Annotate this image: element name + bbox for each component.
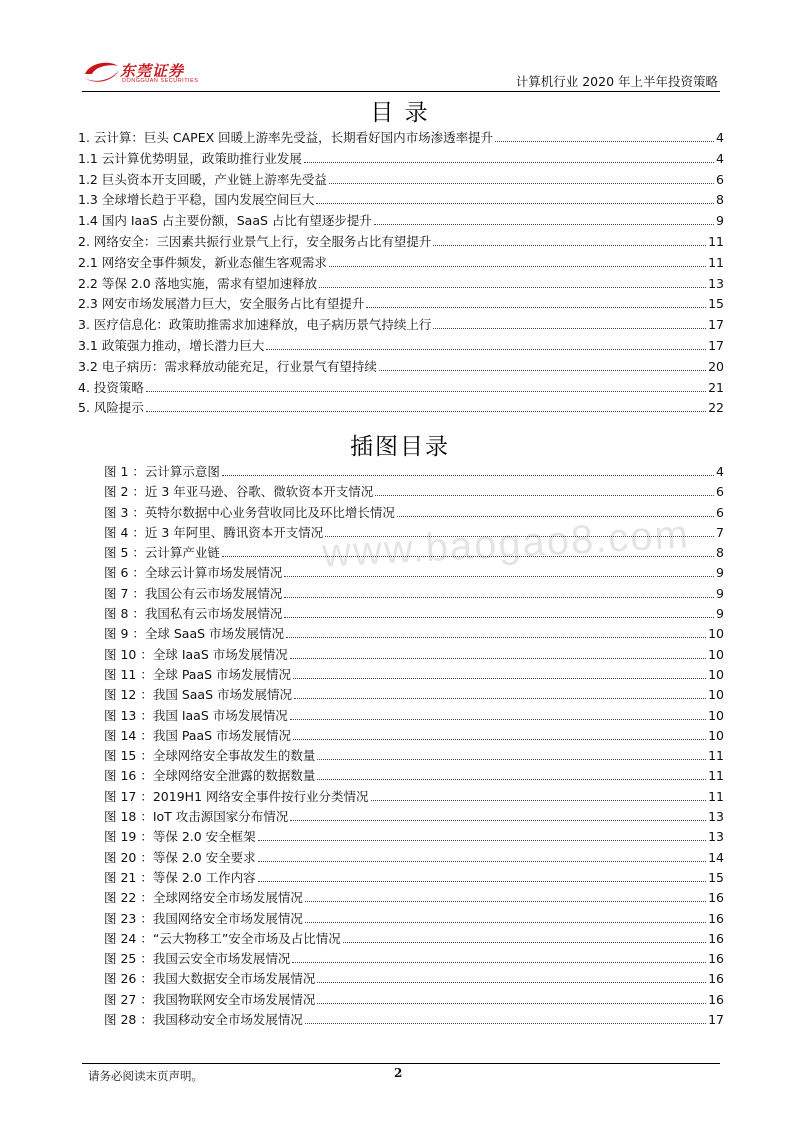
dot-leader [258, 861, 706, 862]
report-title: 计算机行业 2020 年上半年投资策略 [515, 74, 718, 89]
dot-leader [319, 287, 706, 288]
figure-entry-label: 图 19 ：等保 2.0 安全框架 [104, 829, 256, 845]
toc-entry-page: 4 [716, 150, 724, 166]
toc-entry-page: 21 [708, 379, 724, 395]
figure-entry-page: 16 [708, 971, 724, 987]
figure-entry-page: 10 [708, 626, 724, 642]
figure-entry-page: 11 [708, 748, 724, 764]
toc-entry-page: 17 [708, 337, 724, 353]
dot-leader [343, 942, 706, 943]
figure-entry-label: 图 2 ：近 3 年亚马逊、谷歌、微软资本开支情况 [104, 484, 374, 500]
dot-leader [305, 901, 706, 902]
toc-entry-label: 1.2 巨头资本开支回暖，产业链上游率先受益 [78, 171, 327, 187]
toc-entry-page: 11 [708, 254, 724, 270]
toc-entry[interactable] [78, 357, 724, 378]
figure-entry-page: 10 [708, 707, 724, 723]
logo-en: DONGGUAN SECURITIES [122, 78, 199, 84]
dot-leader [316, 203, 714, 204]
toc-list [78, 128, 724, 419]
toc-entry[interactable] [78, 336, 724, 357]
toc-entry-label: 5. 风险提示 [78, 400, 144, 416]
logo-name: 东莞证券 [120, 62, 185, 80]
dot-leader [317, 982, 706, 983]
dot-leader [293, 739, 706, 740]
dot-leader [495, 141, 714, 142]
figure-entry[interactable] [78, 482, 724, 502]
dot-leader [371, 800, 707, 801]
figure-entry[interactable] [78, 787, 724, 807]
figure-entry[interactable] [78, 604, 724, 624]
figure-entry-label: 图 1 ：云计算示意图 [104, 464, 220, 479]
figure-entry[interactable] [78, 766, 724, 786]
figure-entry[interactable] [78, 969, 724, 989]
dot-leader [374, 224, 714, 225]
toc-entry-page: 4 [716, 130, 724, 145]
figure-entry[interactable] [78, 706, 724, 726]
toc-entry[interactable] [78, 190, 724, 211]
figure-entry-page: 14 [708, 849, 724, 865]
toc-entry[interactable] [78, 378, 724, 399]
figure-entry-page: 10 [708, 666, 724, 682]
figure-entry-page: 6 [716, 504, 724, 520]
figure-entry-page: 9 [716, 585, 724, 601]
toc-entry[interactable] [78, 211, 724, 232]
toc-entry[interactable] [78, 170, 724, 191]
figure-entry-label: 图 10 ：全球 IaaS 市场发展情况 [104, 646, 288, 662]
figure-entry[interactable] [78, 949, 724, 969]
toc-entry-page: 6 [716, 171, 724, 187]
toc-entry-label: 1.4 国内 IaaS 占主要份额，SaaS 占比有望逐步提升 [78, 213, 372, 229]
figure-entry-page: 10 [708, 727, 724, 743]
figure-entry[interactable] [78, 462, 724, 482]
figure-entry[interactable] [78, 645, 724, 665]
dot-leader [266, 349, 706, 350]
toc-entry-label: 1. 云计算：巨头 CAPEX 回暖上游率先受益，长期看好国内市场渗透率提升 [78, 130, 494, 145]
toc-entry-page: 20 [708, 358, 724, 374]
figure-entry-label: 图 6 ：全球云计算市场发展情况 [104, 565, 283, 581]
footer-divider [82, 1063, 720, 1064]
toc-entry-label: 3.2 电子病历：需求释放动能充足，行业景气有望持续 [78, 358, 377, 374]
dot-leader [146, 411, 706, 412]
dot-leader [304, 162, 714, 163]
toc-entry[interactable] [78, 253, 724, 274]
figure-entry-label: 图 20 ：等保 2.0 安全要求 [104, 849, 256, 865]
toc-entry-label: 2. 网络安全：三因素共振行业景气上行，安全服务占比有望提升 [78, 233, 432, 249]
toc-entry[interactable] [78, 274, 724, 295]
figure-entry-label: 图 26 ：我国大数据安全市场发展情况 [104, 971, 316, 987]
figure-entry[interactable] [78, 909, 724, 929]
figure-entry-page: 11 [708, 768, 724, 784]
figure-entry-page: 16 [708, 991, 724, 1007]
page-number: 2 [394, 1066, 403, 1080]
figure-entry-page: 16 [708, 930, 724, 946]
figure-entry-label: 图 22 ：全球网络安全市场发展情况 [104, 890, 303, 906]
figure-entry-label: 图 7 ：我国公有云市场发展情况 [104, 585, 283, 601]
toc-entry[interactable] [78, 315, 724, 336]
figure-entry[interactable] [78, 868, 724, 888]
toc-entry-page: 22 [708, 400, 724, 416]
figure-entry-page: 10 [708, 646, 724, 662]
toc-entry-label: 2.1 网络安全事件频发，新业态催生客观需求 [78, 254, 327, 270]
dot-leader [290, 820, 706, 821]
dot-leader [375, 495, 714, 496]
figure-entry-label: 图 3 ：英特尔数据中心业务营收同比及环比增长情况 [104, 504, 395, 520]
dot-leader [294, 698, 706, 699]
toc-entry-label: 1.1 云计算优势明显，政策助推行业发展 [78, 150, 302, 166]
figure-entry-page: 15 [708, 869, 724, 885]
dot-leader [379, 370, 706, 371]
figure-entry-label: 图 5 ：云计算产业链 [104, 545, 220, 561]
figure-entry[interactable] [78, 624, 724, 644]
dot-leader [292, 962, 706, 963]
figure-entry-label: 图 23 ：我国网络安全市场发展情况 [104, 910, 303, 926]
figure-entry-page: 4 [716, 464, 724, 479]
figure-entry-label: 图 24 ：“云大物移工”安全市场及占比情况 [104, 930, 341, 946]
dot-leader [366, 307, 706, 308]
dot-leader [329, 266, 706, 267]
dot-leader [284, 597, 714, 598]
figure-entry[interactable] [78, 746, 724, 766]
figure-entry-page: 9 [716, 565, 724, 581]
figure-entry-label: 图 4 ：近 3 年阿里、腾讯资本开支情况 [104, 524, 324, 540]
figure-entry-label: 图 8 ：我国私有云市场发展情况 [104, 606, 283, 622]
figure-entry[interactable] [78, 726, 724, 746]
footer-disclaimer: 请务必阅读末页声明。 [88, 1069, 203, 1083]
figure-entry-label: 图 13 ：我国 IaaS 市场发展情况 [104, 707, 288, 723]
figure-entry-page: 6 [716, 484, 724, 500]
dot-leader [433, 328, 706, 329]
dot-leader [222, 475, 714, 476]
toc-entry-page: 13 [708, 275, 724, 291]
figure-entry[interactable] [78, 990, 724, 1010]
dot-leader [258, 881, 706, 882]
figure-entry-page: 16 [708, 951, 724, 967]
toc-entry[interactable] [78, 149, 724, 170]
dot-leader [317, 1003, 706, 1004]
figure-entry[interactable] [78, 1010, 724, 1030]
figure-entry-label: 图 12 ：我国 SaaS 市场发展情况 [104, 687, 292, 703]
figure-entry-label: 图 11 ：全球 PaaS 市场发展情况 [104, 666, 292, 682]
dot-leader [317, 759, 706, 760]
toc-entry[interactable] [78, 232, 724, 253]
figure-entry-label: 图 17 ：2019H1 网络安全事件按行业分类情况 [104, 788, 369, 804]
toc-entry-label: 3. 医疗信息化：政策助推需求加速释放，电子病历景气持续上行 [78, 317, 432, 333]
figure-entry-label: 图 28 ：我国移动安全市场发展情况 [104, 1012, 303, 1028]
toc-entry-page: 15 [708, 296, 724, 312]
toc-entry-label: 4. 投资策略 [78, 379, 144, 395]
toc-entry-page: 17 [708, 317, 724, 333]
figure-entry-page: 13 [708, 829, 724, 845]
watermark: www.baogao8.com [321, 512, 691, 576]
figure-entry-label: 图 15 ：全球网络安全事故发生的数量 [104, 748, 316, 764]
figure-entry[interactable] [78, 685, 724, 705]
toc-entry[interactable] [78, 294, 724, 315]
figure-entry-page: 8 [716, 545, 724, 561]
dot-leader [146, 391, 706, 392]
toc-entry[interactable] [78, 128, 724, 149]
dot-leader [286, 637, 706, 638]
toc-entry-label: 1.3 全球增长趋于平稳，国内发展空间巨大 [78, 192, 315, 208]
figure-entry[interactable] [78, 848, 724, 868]
figure-entry-label: 图 27 ：我国物联网安全市场发展情况 [104, 991, 316, 1007]
toc-entry-label: 3.1 政策强力推动，增长潜力巨大 [78, 337, 265, 353]
figure-entry-label: 图 14 ：我国 PaaS 市场发展情况 [104, 727, 292, 743]
dot-leader [284, 576, 714, 577]
figure-entry-label: 图 9 ：全球 SaaS 市场发展情况 [104, 626, 285, 642]
figure-entry-page: 13 [708, 809, 724, 825]
company-logo [82, 58, 212, 88]
figure-entry-page: 11 [708, 788, 724, 804]
toc-entry-label: 2.2 等保 2.0 落地实施，需求有望加速释放 [78, 275, 318, 291]
dot-leader [290, 658, 706, 659]
figure-entry-page: 7 [716, 524, 724, 540]
figure-entry[interactable] [78, 929, 724, 949]
dot-leader [305, 922, 706, 923]
toc-entry-page: 11 [708, 233, 724, 249]
toc-entry-label: 2.3 网安市场发展潜力巨大，安全服务占比有望提升 [78, 296, 365, 312]
dot-leader [290, 719, 706, 720]
figure-entry-page: 10 [708, 687, 724, 703]
figure-entry-page: 9 [716, 606, 724, 622]
dot-leader [433, 245, 706, 246]
toc-entry[interactable] [78, 398, 724, 419]
figure-entry[interactable] [78, 665, 724, 685]
figure-entry-label: 图 25 ：我国云安全市场发展情况 [104, 951, 291, 967]
toc-entry-page: 9 [716, 213, 724, 229]
figure-entry-label: 图 21 ：等保 2.0 工作内容 [104, 869, 256, 885]
toc-entry-page: 8 [716, 192, 724, 208]
figure-list-title: 插图目录 [350, 434, 450, 460]
figure-entry[interactable] [78, 888, 724, 908]
dot-leader [284, 617, 714, 618]
figure-entry[interactable] [78, 827, 724, 847]
logo-swoosh-icon [82, 58, 122, 86]
figure-entry[interactable] [78, 584, 724, 604]
dot-leader [293, 678, 706, 679]
figure-entry-page: 17 [708, 1012, 724, 1028]
toc-title: 目 录 [370, 100, 430, 126]
dot-leader [317, 779, 706, 780]
figure-entry-label: 图 18 ：IoT 攻击源国家分布情况 [104, 809, 289, 825]
dot-leader [329, 183, 714, 184]
dot-leader [258, 840, 706, 841]
figure-entry-page: 16 [708, 890, 724, 906]
header-divider [82, 91, 720, 92]
dot-leader [305, 1023, 706, 1024]
figure-entry-label: 图 16 ：全球网络安全泄露的数据数量 [104, 768, 316, 784]
figure-entry[interactable] [78, 807, 724, 827]
figure-entry-page: 16 [708, 910, 724, 926]
